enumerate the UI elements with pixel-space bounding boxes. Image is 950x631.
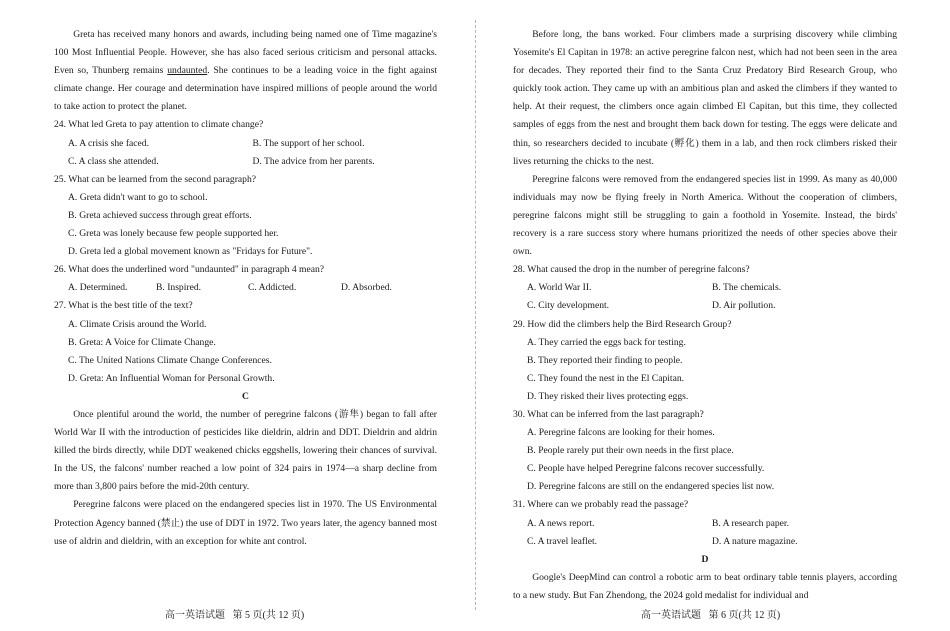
section-d-heading: D (701, 553, 709, 565)
q28-option-d[interactable]: D. Air pollution. (712, 300, 776, 312)
q25-option-c[interactable]: C. Greta was lonely because few people supported her. (68, 228, 279, 240)
question-24-stem: 24. What led Greta to pay attention to climate change? (54, 119, 264, 131)
question-27-stem: 27. What is the best title of the text? (54, 300, 193, 312)
q24-option-d[interactable]: D. The advice from her parents. (252, 155, 375, 167)
q31-option-b[interactable]: B. A research paper. (712, 517, 789, 529)
question-25-stem: 25. What can be learned from the second paragraph? (54, 173, 256, 185)
q24-option-b[interactable]: B. The support of her school. (252, 137, 365, 149)
q30-option-c[interactable]: C. People have helped Peregrine falcons recover successfully. (527, 463, 765, 475)
question-28-stem: 28. What caused the drop in the number of peregrine falcons? (513, 264, 750, 276)
q31-option-c[interactable]: C. A travel leaflet. (527, 535, 598, 547)
q27-option-c[interactable]: C. The United Nations Climate Change Conferences. (68, 354, 272, 366)
passage-d-paragraph-1: Google's DeepMind can control a robotic arm to beat ordinary table tennis players, according to a new study. But Fan Zhendong, the 2024 gold medalist for individual and (513, 571, 897, 601)
q26-option-a[interactable]: A. Determined. (68, 282, 128, 294)
q26-option-d[interactable]: D. Absorbed. (341, 282, 392, 294)
passage-c-paragraph-4: Peregrine falcons were removed from the endangered species list in 1999. As many as 40,000 individuals may now be flying freely in North America. Without the cooperation of climbers, peregrine falcons might still be struggling to gain a foothold in Yosemite. Instead, the birds' recovery is a rare success story where humans prioritized the needs of other species above their own. (513, 173, 897, 258)
question-29-stem: 29. How did the climbers help the Bird Research Group? (513, 318, 732, 330)
question-26-options (54, 279, 437, 297)
left-page (54, 26, 437, 551)
q30-option-b[interactable]: B. People rarely put their own needs in the first place. (527, 445, 734, 457)
q26-option-b[interactable]: B. Inspired. (156, 282, 202, 294)
right-page (513, 26, 897, 605)
q28-option-c[interactable]: C. City development. (527, 300, 610, 312)
passage-c-paragraph-3: Before long, the bans worked. Four climbers made a surprising discovery while climbing Yosemite's El Capitan in 1978: an active peregrine falcon nest, which had not been seen in the area for decades. They reported their find to the Santa Cruz Predatory Bird Research Group, who quickly took action. They came up with an ambitious plan and asked the climbers if they wanted to help. At their request, the climbers once again climbed El Capitan, but this time, they collected samples of eggs from the nest and brought them back down for testing. The eggs were delicate and thin, so researchers decided to incubate (孵化) them in a lab, and then rock climbers risked their lives returning the chicks to the nest. (513, 29, 897, 167)
question-26-stem: 26. What does the underlined word "undaunted" in paragraph 4 mean? (54, 264, 325, 276)
question-28-options (513, 279, 897, 315)
q29-option-d[interactable]: D. They risked their lives protecting eggs. (527, 390, 689, 402)
q28-option-a[interactable]: A. World War II. (527, 282, 592, 294)
greta-paragraph-4: Greta has received many honors and awards, including being named one of Time magazine's 100 Most Influential People. However, she has also faced serious criticism and personal attacks. Even so, Thunberg remains undaunted. She continues to be a leading voice in the fight against climate change. Her courage and determination have inspired millions of people around the world to take action to protect the planet. (54, 29, 437, 113)
q27-option-b[interactable]: B. Greta: A Voice for Climate Change. (68, 336, 216, 348)
q27-option-a[interactable]: A. Climate Crisis around the World. (68, 318, 207, 330)
q31-option-a[interactable]: A. A news report. (527, 517, 595, 529)
q25-option-b[interactable]: B. Greta achieved success through great efforts. (68, 209, 252, 221)
section-c-heading: C (242, 390, 249, 402)
left-page-footer: 高一英语试题 第 5 页(共 12 页) (165, 610, 305, 621)
q29-option-c[interactable]: C. They found the nest in the El Capitan. (527, 372, 685, 384)
q26-option-c[interactable]: C. Addicted. (248, 282, 297, 294)
q31-option-d[interactable]: D. A nature magazine. (712, 535, 798, 547)
passage-c-paragraph-2: Peregrine falcons were placed on the endangered species list in 1970. The US Environmental Protection Agency banned (禁止) the use of DDT in 1972. Two years later, the agency banned most use of aldrin and dieldrin, with an exception for white ant control. (54, 499, 437, 547)
underlined-word: undaunted (167, 65, 208, 77)
question-30-stem: 30. What can be inferred from the last paragraph? (513, 408, 704, 420)
q25-option-a[interactable]: A. Greta didn't want to go to school. (68, 191, 208, 203)
question-24-options (54, 135, 437, 171)
q24-option-a[interactable]: A. A crisis she faced. (68, 137, 149, 149)
q25-option-d[interactable]: D. Greta led a global movement known as "Fridays for Future". (68, 246, 313, 258)
right-page-footer: 高一英语试题 第 6 页(共 12 页) (641, 610, 781, 621)
question-31-options (513, 515, 897, 551)
q29-option-b[interactable]: B. They reported their finding to people. (527, 354, 683, 366)
q27-option-d[interactable]: D. Greta: An Influential Woman for Personal Growth. (68, 372, 275, 384)
passage-c-paragraph-1: Once plentiful around the world, the number of peregrine falcons (游隼) began to fall after World War II with the introduction of pesticides like dieldrin, aldrin and DDT. Dieldrin and aldrin killed the birds directly, while DDT weakened chicks eggshells, lowering their chances of survival. In the US, the falcons' number reached a low point of 324 pairs in 1974—a sharp decline from more than 3,800 pairs before the mid-20th century. (54, 408, 437, 493)
question-31-stem: 31. Where can we probably read the passage? (513, 499, 689, 511)
q29-option-a[interactable]: A. They carried the eggs back for testing. (527, 336, 686, 348)
q28-option-b[interactable]: B. The chemicals. (712, 282, 782, 294)
q24-option-c[interactable]: C. A class she attended. (68, 155, 159, 167)
q30-option-a[interactable]: A. Peregrine falcons are looking for their homes. (527, 427, 715, 439)
q30-option-d[interactable]: D. Peregrine falcons are still on the endangered species list now. (527, 481, 775, 493)
page-divider (475, 20, 476, 610)
